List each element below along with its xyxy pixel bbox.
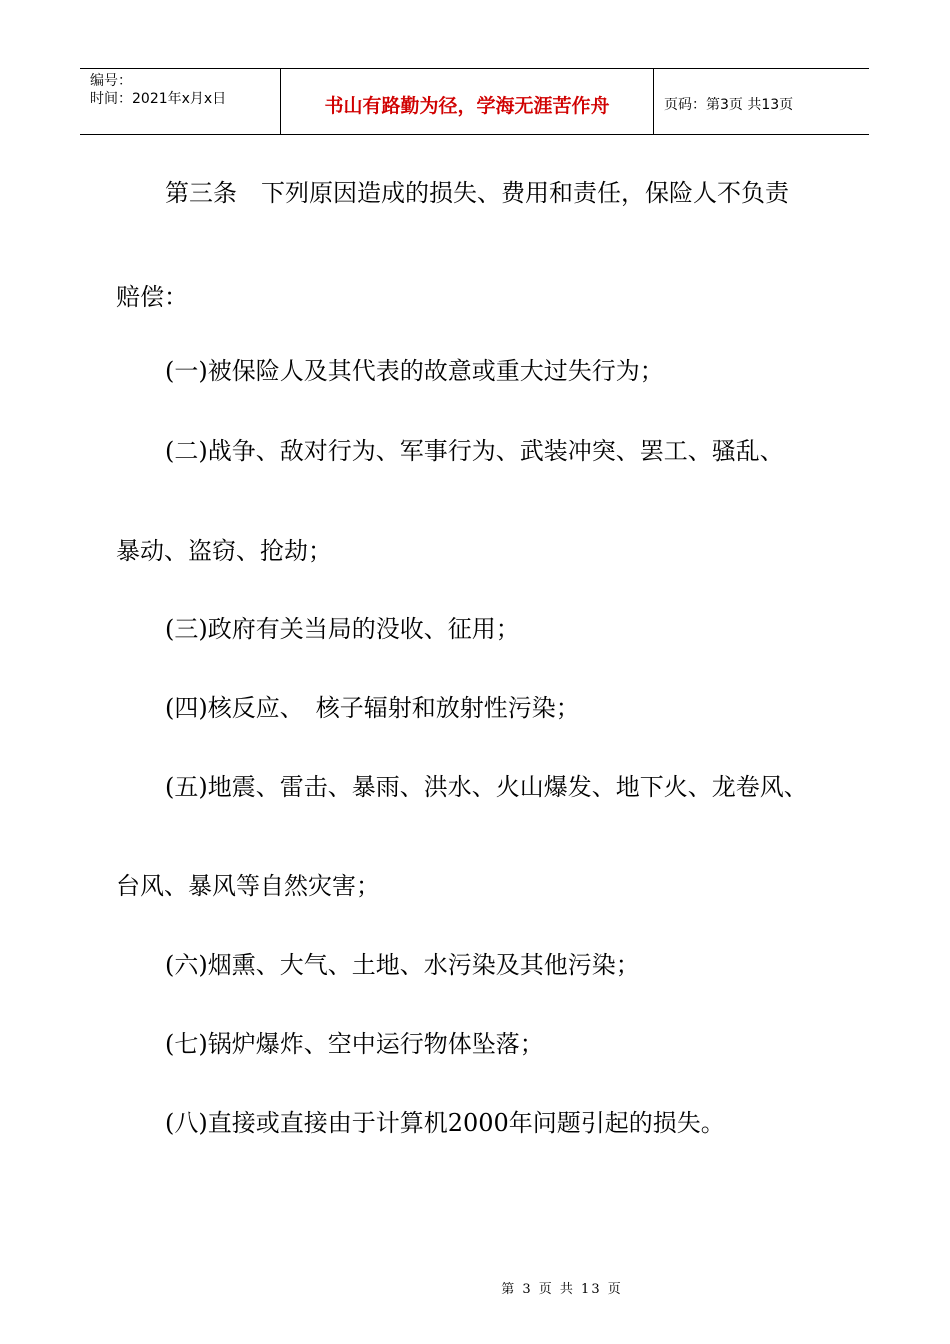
body-line: (五)地震、雷击、暴雨、洪水、火山爆发、地下火、龙卷风、 — [165, 773, 808, 801]
body-line: (六)烟熏、大气、土地、水污染及其他污染； — [165, 951, 640, 979]
document-time-label: 时间：2021年x月x日 — [90, 91, 227, 107]
body-line: (七)锅炉爆炸、空中运行物体坠落； — [165, 1030, 544, 1058]
header-page-info: 页码：第3页 共13页 — [664, 96, 794, 113]
body-line: 赔偿： — [116, 283, 188, 311]
header-meta-cell — [80, 69, 281, 134]
header-motto-cell — [281, 69, 654, 134]
header-motto: 书山有路勤为径，学海无涯苦作舟 — [324, 95, 610, 117]
document-number-label: 编号： — [90, 73, 132, 89]
body-line: (一)被保险人及其代表的故意或重大过失行为； — [165, 357, 664, 385]
body-line: 第三条 下列原因造成的损失、费用和责任，保险人不负责 — [165, 179, 789, 207]
body-line: 台风、暴风等自然灾害； — [116, 872, 380, 900]
document-header — [80, 68, 869, 135]
body-line: (二)战争、敌对行为、军事行为、武装冲突、罢工、骚乱、 — [165, 437, 784, 465]
body-line: (四)核反应、 核子辐射和放射性污染； — [165, 694, 580, 722]
body-line: (八)直接或直接由于计算机2000年问题引起的损失。 — [165, 1109, 725, 1137]
body-line: 暴动、盗窃、抢劫； — [116, 537, 332, 565]
body-line: (三)政府有关当局的没收、征用； — [165, 615, 520, 643]
header-page-cell — [654, 69, 869, 134]
page-footer: 第 3 页 共 13 页 — [501, 1282, 623, 1297]
